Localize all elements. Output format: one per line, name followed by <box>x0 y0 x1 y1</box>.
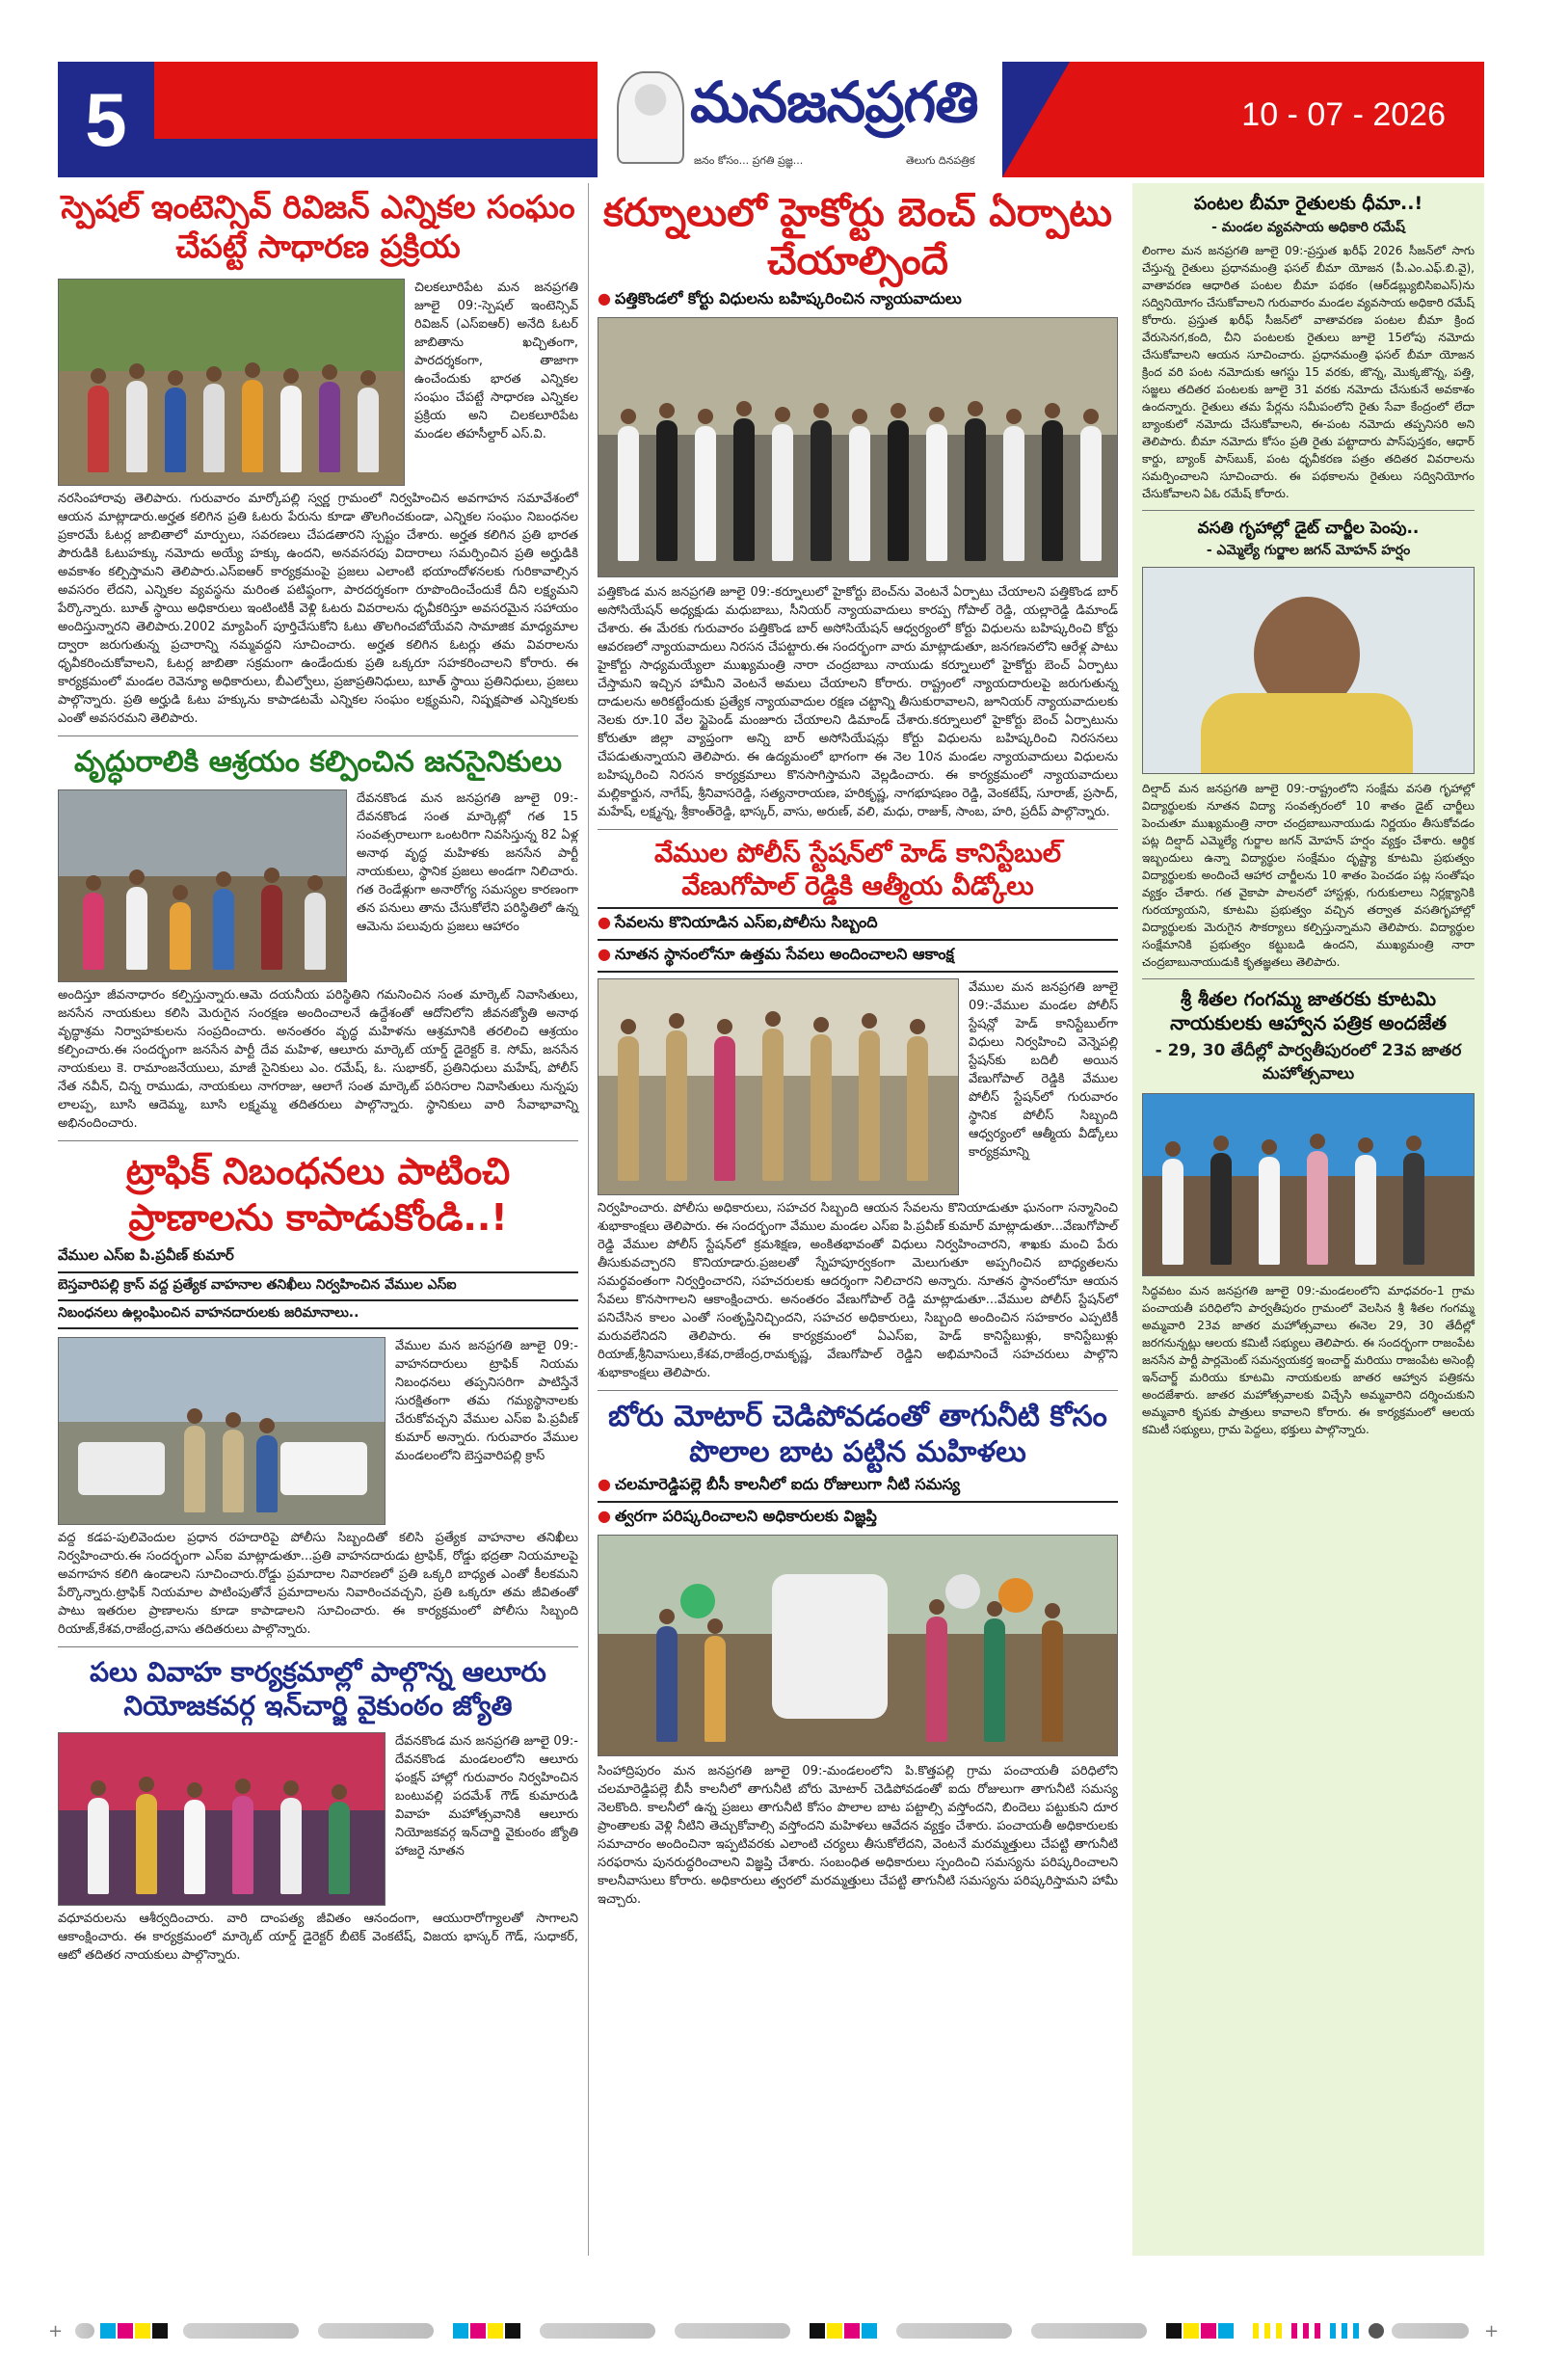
print-registration-marks <box>0 2313 1542 2352</box>
masthead-red-band-right <box>1002 62 1484 177</box>
bullet-text: సేవలను కొనియాడిన ఎస్ఐ,పోలీసు సిబ్బంది <box>614 912 878 931</box>
article-body: సింహాద్రిపురం మన జనప్రగతి జూలై 09:-మండలంలోని పి.కొత్తపల్లి గ్రామ పంచాయతీ పరిధిలోని చలమారెడ్డిపల్లె బీసీ కాలనీలో తాగునీటి బోరు మోటార్ చెడిపోవడంతో ఐదు రోజులుగా తాగునీటి సమస్య నెలకొంది. కాలనీలో ఉన్న ప్రజలు తాగునీటి కోసం పొలాల బాట పట్టాల్సి వస్తోందని, బిందెలు పట్టుకుని దూర ప్రాంతాలకు వెళ్లి నీటిని తెచ్చుకోవాల్సి వస్తోందని మహిళలు ఆవేదన వ్యక్తం చేశారు. పంచాయతీ అధికారులకు సమాచారం అందించినా ఇప్పటివరకు ఎలాంటి చర్యలు తీసుకోలేదని, వెంటనే మరమ్మత్తులు చేపట్టి తాగునీటి సరఫరాను పునరుద్ధరించాలని విజ్ఞప్తి చేశారు. సంబంధిత అధికారులు స్పందించి సమస్యను పరిష్కరించాలని కాలనీవాసులు కోరారు. అధికారులు త్వరలో మరమ్మత్తులు చేపట్టి తాగునీటి సమస్యను పరిష్కరిస్తామని హామీ ఇచ్చారు. <box>598 1763 1118 1907</box>
article-body: అందిస్తూ జీవనాధారం కల్పిస్తున్నారు.ఆమె దయనీయ పరిస్థితిని గమనించిన సంత మార్కెట్ నివాసితులు, జనసేన నాయకులు కలిసి మెరుగైన సంరక్షణ అందించాలనే ఉద్దేశంతో ఆదోనిలోని జీవనజ్యోతి అనాథ వృద్ధాశ్రమ నిర్వాహకులను సంప్రదించారు. అనంతరం వృద్ధ మహిళను ఆశ్రమానికి తరలించి ఆశ్రయం కల్పించారు.ఈ సందర్భంగా జనసేన పార్టీ దేవ మహిళ, ఆలూరు మార్కెట్ యార్డ్ డైరెక్టర్ కె. సోమ్, జనసేన నాయకులు కె. రామాంజనేయులు, మాజీ సైనికులు ఎం. రమేష్, ఓ. సుభాకర్, ప్రతినిధులు మహేష్, పోలీస్ నేత నవీన్, చిన్న రాముడు, నాయకులు నాగరాజు, ఆలాగే సంత మార్కెట్ పరిసరాల నివాసితులు నున్నపు లాలప్ప, బూసి ఆదెమ్మ, బూసి లక్ష్మమ్మ తదితరులు పాల్గొన్నారు. స్థానికులు వారి సేవాభావాన్ని అభినందించారు. <box>58 988 578 1131</box>
newspaper-tagline: జనం కోసం... ప్రగతి ప్రజ్ఞ... <box>694 154 804 167</box>
article-headline: వేముల పోలీస్ స్టేషన్‌లో హెడ్ కానిస్టేబుల్ వేణుగోపాల్ రెడ్డికి ఆత్మీయ వీడ్కోలు <box>653 839 1062 901</box>
article-headline: పంటల బీమా రైతులకు ధీమా..! <box>1193 193 1423 214</box>
bullet-dot-icon: ● <box>598 944 611 963</box>
article-body-intro: దేవనకొండ మన జనప్రగతి జూలై 09:-దేవనకొండ మండలంలోని ఆలూరు ఫంక్షన్ హాల్లో గురువారం నిర్వహించిన బంటువల్లి పదమేశ్ గౌడ్ కుమారుడి వివాహ మహోత్సవానికి ఆలూరు నియోజకవర్గ ఇన్‌చార్జి వైకుంఠం జ్యోతి హాజరై నూతన <box>395 1734 578 1859</box>
article-headline: బోరు మోటార్ చెడిపోవడంతో తాగునీటి కోసం పొలాల బాట పట్టిన మహిళలు <box>608 1399 1107 1469</box>
masthead-logo <box>598 62 1002 177</box>
crosshair-icon: + <box>48 2321 64 2341</box>
article-body-intro: వేముల మన జనప్రగతి జూలై 09:-వేముల మండల పోలీస్ స్టేషన్లో హెడ్ కానిస్టేబుల్‌గా విధులు నిర్వహించి వెన్నెపల్లి స్టేషన్‌కు బదిలీ అయిన వేణుగోపాల్ రెడ్డికి వేముల పోలీస్ స్టేషన్‌లో గురువారం స్థానిక పోలీస్ సిబ్బంది ఆధ్వర్యంలో ఆత్మీయ వీడ్కోలు కార్యక్రమాన్ని <box>969 979 1118 1160</box>
article-bullet <box>598 1475 1118 1497</box>
right-column <box>1132 183 1484 2256</box>
article-headline: వసతి గృహాల్లో డైట్ చార్జీల పెంపు.. <box>1197 518 1420 538</box>
article-body: సిద్ధవటం మన జనప్రగతి జూలై 09:-మండలంలోని మాధవరం-1 గ్రామ పంచాయతీ పరిధిలోని పార్వతీపురం గ్రామంలో వెలసిన శ్రీ శీతల గంగమ్మ అమ్మవారి 23వ జాతర మహోత్సవాలు ఈనెల 29, 30 తేదీల్లో జరగనున్నట్లు ఆలయ కమిటీ సభ్యులు తెలిపారు. ఈ సందర్భంగా రాజంపేట జనసేన పార్టీ పార్లమెంట్ సమన్వయకర్త ఇంచార్జ్ మరియు రాజంపేట అసెంబ్లీ ఇన్‌చార్జ్ మరియు కూటమి నాయకులకు జాతర ఆహ్వాన పత్రికను అందజేశారు. జాతర మహోత్సవాలకు విచ్చేసి అమ్మవారిని దర్శించుకుని అమ్మవారి కృపకు పాత్రులు కావాలని కోరారు. ఈ కార్యక్రమంలో ఆలయ కమిటీ సభ్యులు, గ్రామ పెద్దలు, భక్తులు పాల్గొన్నారు. <box>1142 1284 1475 1436</box>
article-headline: ట్రాఫిక్ నిబంధనలు పాటించి ప్రాణాలను కాపాడుకోండి..! <box>125 1150 511 1239</box>
article-body: నిర్వహించారు. పోలీసు అధికారులు, సహచర సిబ్బంది ఆయన సేవలను కొనియాడుతూ ఘనంగా సన్మానించి శుభాకాంక్షలు తెలిపారు. ఈ సందర్భంగా వేముల మండల ఎస్ఐ పి.ప్రవీణ్ కుమార్ మాట్లాడుతూ...వేణుగోపాల్ రెడ్డి వేముల పోలీస్ స్టేషన్‌లో క్రమశిక్షణ, అంకితభావంతో విధులు నిర్వహించారని, శాఖకు మంచి పేరు తీసుకువచ్చారని కొనియాడారు.ప్రజలతో స్నేహపూర్వకంగా మెలుగుతూ అప్పగించిన బాధ్యతలను సమర్థవంతంగా నిర్వర్తించారని, సహచరులకు ఆదర్శంగా నిలిచారని అన్నారు. నూతన స్థానంలోనూ ఆయన సేవలు కొనసాగాలని ఆకాంక్షించారు. అనంతరం వేణుగోపాల్ రెడ్డి మాట్లాడుతూ...వేముల పోలీస్ స్టేషన్‌లో పనిచేసిన కాలం ఎంతో సంతృప్తినిచ్చిందని, సహచర అధికారులు, సిబ్బంది అందించిన సహకారం ఎప్పటికీ మరువలేనిదని తెలిపారు. ఈ కార్యక్రమంలో ఏఎస్ఐ, హెడ్ కానిస్టేబుళ్లు, కానిస్టేబుళ్లు రియాజ్,శ్రీనివాసులు,కేశవ,రాజేంద్ర,రామకృష్ణ, వేణుగోపాల్ రెడ్డిని అభిమానించే సహచరులు పాల్గొని శుభాకాంక్షలు తెలిపారు. <box>598 1200 1118 1380</box>
crosshair-icon: + <box>1484 2321 1500 2341</box>
article-subhead: బెస్తవారిపల్లి క్రాస్ వద్ద ప్రత్యేక వాహనాల తనిఖీలు నిర్వహించిన వేముల ఎస్ఐ <box>58 1277 457 1293</box>
article-elderly-shelter <box>58 744 578 1134</box>
masthead <box>58 62 1484 177</box>
article-photo <box>58 1337 386 1525</box>
article-high-court-bench <box>598 189 1118 821</box>
article-body: లింగాల మన జనప్రగతి జూలై 09:-ప్రస్తుత ఖరీఫ్ 2026 సీజన్‌లో సాగు చేస్తున్న రైతులు ప్రధానమంత్రి ఫసల్ బీమా యోజన (పీ.ఎం.ఎఫ్.బి.వై), వాతావరణ ఆధారిత పంటల బీమా పథకం (ఆర్‌డబ్ల్యుబిసిఐఎస్)ను సద్వినియోగం చేసుకోవాలని గురువారం మండల వ్యవసాయ అధికారి రమేష్ కోరారు. ప్రస్తుత ఖరీఫ్ సీజన్‌లో వాతావరణ పంటల బీమా క్రింద వేరుసెనగ,కంది, చీని పంటలకు రైతులు జూలై 15లోపు నమోదు చేసుకోవాలని ఆయన సూచించారు. ప్రధానమంత్రి ఫసల్ బీమా యోజన క్రింద వరి పంట నమోదుకు ఆగస్టు 15 వరకు, జొన్న, మొక్కజొన్న, పత్తి, సజ్జలు తదితర పంటలకు జూలై 31 వరకు నమోదు చేసుకునే అవకాశం ఉందన్నారు. రైతులు తమ పేర్లను సమీపంలోని రైతు సేవా కేంద్రంలో లేదా బ్యాంకులో నమోదు చేసుకోవాలని, ఈ-పంట నమోదు తప్పనిసరి అని తెలిపారు. బీమా నమోదు కోసం ప్రతి రైతు పట్టాదారు పాస్‌పుస్తకం, ఆధార్ కార్డు, బ్యాంక్ పాస్‌బుక్, పంట ధృవీకరణ పత్రం తదితర వివరాలను సమర్పించాలని సూచించారు. ఈ పథకాలను రైతులు సద్వినియోగం చేసుకోవాలని ఏఓ రమేష్ కోరారు. <box>1142 243 1475 500</box>
article-headline: కర్నూలులో హైకోర్టు బెంచ్ ఏర్పాటు చేయాల్సిందే <box>603 191 1112 283</box>
bullet-dot-icon: ● <box>598 1474 611 1493</box>
article-body: వద్ద కడప-పులివెందుల ప్రధాన రహదారిపై పోలీసు సిబ్బందితో కలిసి ప్రత్యేక వాహనాల తనిఖీలు నిర్వహించారు.ఈ సందర్భంగా ఎస్ఐ మాట్లాడుతూ...ప్రతి వాహనదారుడు ట్రాఫిక్, రోడ్డు భద్రతా నియమాలపై అవగాహన కలిగి ఉండాలని సూచించారు.రోడ్డు ప్రమాదాల నివారణలో ప్రతి ఒక్కరి బాధ్యత ఎంతో కీలకమని పేర్కొన్నారు.ట్రాఫిక్ నియమాల పాటింపుతోనే ప్రమాదాలను నివారించవచ్చని, ప్రతి ఒక్కరూ తమ జీవితంతో పాటు ఇతరుల ప్రాణాలను కూడా కాపాడాలని సూచించారు. ఈ కార్యక్రమంలో పోలీసు సిబ్బంది రియాజ్,కేశవ,రాజేంద్ర,వాసు తదితరులు పాల్గొన్నారు. <box>58 1531 578 1637</box>
newspaper-title: మనజనప్రగతి <box>690 69 978 135</box>
newspaper-language-tag: తెలుగు దినపత్రిక <box>906 154 975 167</box>
bullet-dot-icon: ● <box>598 912 611 931</box>
article-body: పత్తికొండ మన జనప్రగతి జూలై 09:-కర్నూలులో హైకోర్టు బెంచ్‌ను వెంటనే ఏర్పాటు చేయాలని పత్తికొండ బార్ అసోసియేషన్ అధ్యక్షుడు మధుబాబు, సీనియర్ న్యాయవాదులు కారప్ప గోపాల్ రెడ్డి, యల్లారెడ్డి డిమాండ్ చేశారు. ఈ మేరకు గురువారం పత్తికొండ బార్ అసోసియేషన్ ఆధ్వర్యంలో కోర్టు విధులను బహిష్కరించి కోర్టు ఆవరణలో న్యాయవాదులు నిరసన చేపట్టారు.ఈ సందర్భంగా వారు మాట్లాడుతూ, జనగణనలోని ఆరేళ్ల పాటు హైకోర్టు సాధ్యమయ్యేలా ముఖ్యమంత్రి నారా చంద్రబాబు నాయుడు కర్నూలులో హైకోర్టు బెంచ్ ఏర్పాటు చేస్తామని ఇచ్చిన హామీని వెంటనే అమలు చేయాలని కోరారు. రాష్ట్రంలో న్యాయదారులపై జరుగుతున్న దాడులను అరికట్టేందుకు ప్రత్యేక న్యాయవాదుల రక్షణ చట్టాన్ని తీసుకురావాలని, జూనియర్ న్యాయవాదులకు నెలకు రూ.10 వేల స్టైపెండ్ మంజూరు చేయాలని డిమాండ్ చేశారు.కర్నూలులో హైకోర్టు బెంచ్ ఏర్పాటును కోరుతూ జిల్లా వ్యాప్తంగా అన్ని బార్ అసోసియేషన్లు కోర్టు విధులను బహిష్కరించి నిరసనలు చేపడుతున్నాయని తెలిపారు. ఈ ఉద్యమంలో భాగంగా ఈ నెల 10న మండల న్యాయవాదులు విధులను బహిష్కరించి నిరసన కార్యక్రమాలు కొనసాగిస్తామని వెల్లడించారు. ఈ కార్యక్రమంలో న్యాయవాదులు మల్లికార్జున, నాగేష్, శ్రీనివాసరెడ్డి, సత్యనారాయణ, హరికృష్ణ, నాగభూషణం రెడ్డి, వెంకటేష్, సూరాజ్, ప్రసాద్, మహేష్, లక్ష్మన్న, శ్రీకాంత్‌రెడ్డి, భాస్కర్, వాసు, అరుణ్, వలి, మధు, రాజుక్, సాంబ, హరి, ప్రదీప్ పాల్గొన్నారు. <box>598 585 1118 819</box>
article-photo <box>58 789 347 982</box>
article-byline: - ఎమ్మెల్యే గుర్జాల జగన్ మోహన్ హర్షం <box>1206 543 1411 558</box>
article-jatara-invitation <box>1142 987 1475 1438</box>
article-body: నరసింహారావు తెలిపారు. గురువారం మార్కోపల్లి స్వర్ణ గ్రామంలో నిర్వహించిన అవగాహన సమావేశంలో ఆయన మాట్లాడారు.అర్హత కలిగిన ప్రతి ఓటరు పేరును కూడా తొలగించకుండా, ఎన్నికల సంఘం నిబంధనల ప్రకారమే ఓటర్ల జాబితాలో మార్పులు, సవరణలు చేపడతారని స్పష్టం చేశారు. అర్హత కలిగిన ప్రతి భారత పౌరుడికి ఓటుహక్కు నమోదు అయ్యే హక్కు ఉందని, అనవసరపు విదారాలు సమర్పించిన ప్రతి అర్హుడికి అవకాశం కల్పిస్తామని తెలిపారు.ఎస్ఐఆర్ కార్యక్రమంపై ప్రజలు ఎలాంటి భయాందోళనలకు గురికావాల్సిన అవసరం లేదని, ఎన్నికల వ్యవస్థను మరింత పటిష్ఠంగా, పారదర్శకంగా రూపొందించేందుకే దీని లక్ష్యమని పేర్కొన్నారు. బూత్ స్థాయి అధికారులు ఇంటింటికీ వెళ్లి ఓటరు వివరాలను ధృవీకరిస్తూ అవసరమైన సహాయం అందిస్తున్నారని తెలిపారు.2002 మ్యాపింగ్ పూర్తిచేసుకోని ఓటు తొలగించబోయేవని సామాజిక మాధ్యమాల ద్వారా జరుగుతున్న ప్రచారాన్ని నమ్మవద్దని సూచించారు. అర్హత కలిగిన ఓటర్లు తమ వివరాలను ధృవీకరించుకోవాలని, ఓటర్ల జాబితా సక్రమంగా ఉండేందుకు ప్రతి ఒక్కరూ సహకరించాలని కోరారు. ఈ కార్యక్రమంలో మండల రెవెన్యూ అధికారులు, బీఎల్వోలు, ప్రజాప్రతినిధులు, బూత్ స్థాయి ప్రతినిధులు, ప్రజలు పాల్గొన్నారు. ప్రతి అర్హుడి ఓటు హక్కును కాపాడటమే ఎన్నికల సంఘం లక్ష్యమని, నిష్పక్షపాత ఎన్నికలకు ఎంతో అవసరమని తెలిపారు. <box>58 491 578 726</box>
mla-portrait-photo <box>1142 567 1475 774</box>
bullet-dot-icon: ● <box>598 1506 611 1525</box>
article-body-intro: దేవనకొండ మన జనప్రగతి జూలై 09:-దేవనకొండ సంత మార్కెట్లో గత 15 సంవత్సరాలుగా ఒంటరిగా నివసిస్తున్న 82 ఏళ్ల అనాథ వృద్ధ మహిళకు జనసేన పార్టీ నాయకులు, స్థానిక ప్రజలు అండగా నిలిచారు. గత రెండేళ్లుగా అనారోగ్య సమస్యల కారణంగా తన పనులు తాను చేసుకోలేని పరిస్థితిలో ఉన్న ఆమెను పలువురు ప్రజలు ఆహారం <box>357 791 578 934</box>
bullet-text: త్వరగా పరిష్కరించాలని అధికారులకు విజ్ఞప్తి <box>614 1506 877 1525</box>
article-drinking-water <box>598 1399 1118 1909</box>
article-body-intro: వేముల మన జనప్రగతి జూలై 09:-వాహనదారులు ట్రాఫిక్ నియమ నిబంధనలు తప్పనిసరిగా పాటిస్తేనే సురక్షితంగా తమ గమ్యస్థానాలకు చేరుకోవచ్చని వేముల ఎస్ఐ పి.ప్రవీణ్ కుమార్ అన్నారు. గురువారం వేముల మండలంలోని బెస్తవారిపల్లి క్రాస్ <box>395 1339 578 1463</box>
article-photo <box>598 317 1118 577</box>
article-crop-insurance <box>1142 193 1475 502</box>
article-headline: స్పెషల్ ఇంటెన్సివ్ రివిజన్ ఎన్నికల సంఘం చేపట్టే సాధారణ ప్రక్రియ <box>61 188 575 266</box>
article-photo <box>598 978 959 1195</box>
article-bullet <box>598 289 1118 311</box>
article-photo <box>58 279 405 486</box>
article-byline: వేముల ఎస్ఐ పి.ప్రవీణ్ కుమార్ <box>58 1246 234 1264</box>
article-byline: - మండల వ్యవసాయ అధికారి రమేష్ <box>1211 219 1405 235</box>
article-body: వధూవరులను ఆశీర్వదించారు. వారి దాంపత్య జీవితం ఆనందంగా, ఆయురారోగ్యాలతో సాగాలని ఆకాంక్షించారు. ఈ కార్యక్రమంలో మార్కెట్ యార్డ్ డైరెక్టర్ బీటెక్ వెంకటేష్, విజయ భాస్కర్ గౌడ్, సుధాకర్, ఆటో తదితర నాయకులు పాల్గొన్నారు. <box>58 1912 578 1963</box>
article-sir-revision <box>58 187 578 728</box>
article-subhead: - 29, 30 తేదీల్లో పార్వతీపురంలో 23వ జాతర మహోత్సవాలు <box>1155 1041 1462 1083</box>
article-traffic-rules <box>58 1149 578 1639</box>
page-number: 5 <box>58 62 154 177</box>
bullet-text: పత్తికొండలో కోర్టు విధులను బహిష్కరించిన న్యాయవాదులు <box>614 289 962 308</box>
article-wedding-events <box>58 1655 578 1965</box>
article-photo <box>1142 1093 1475 1276</box>
article-bullet <box>598 945 1118 967</box>
issue-date: 10 - 07 - 2026 <box>1241 96 1446 133</box>
article-photo <box>58 1732 386 1906</box>
article-photo <box>598 1535 1118 1756</box>
article-subhead: నిబంధనలు ఉల్లంఘించిన వాహనదారులకు జరిమానాలు.. <box>58 1305 359 1321</box>
article-headline: వృద్ధురాలికి ఆశ్రయం కల్పించిన జనసైనికులు <box>73 744 563 779</box>
bullet-dot-icon: ● <box>598 289 611 308</box>
article-bullet <box>598 913 1118 935</box>
column-rule <box>588 183 589 2256</box>
article-bullet <box>598 1507 1118 1529</box>
article-diet-charges <box>1142 519 1475 971</box>
masthead-blue-stripe <box>154 139 655 177</box>
article-body-intro: చిలకలూరిపేట మన జనప్రగతి జూలై 09:-స్పెషల్ ఇంటెన్సివ్ రివిజన్ (ఎస్ఐఆర్) అనేది ఓటర్ జాబితాను ఖచ్చితంగా, పారదర్శకంగా, తాజాగా ఉంచేందుకు భారత ఎన్నికల సంఘం చేపట్టే సాధారణ ఎన్నికల ప్రక్రియ అని చిలకలూరిపేట మండల తహసీల్దార్ ఎస్.వి. <box>414 280 578 441</box>
left-column <box>58 183 578 1965</box>
bullet-text: చలమారెడ్డిపల్లె బీసీ కాలనీలో ఐదు రోజులుగా నీటి సమస్య <box>614 1474 961 1493</box>
article-headline: పలు వివాహ కార్యక్రమాల్లో పాల్గొన్న ఆలూరు నియోజకవర్గ ఇన్‌చార్జి వైకుంఠం జ్యోతి <box>90 1656 546 1722</box>
article-headline: శ్రీ శీతల గంగమ్మ జాతరకు కూటమి నాయకులకు ఆహ్వాన పత్రిక అందజేత <box>1170 987 1447 1034</box>
article-police-farewell <box>598 838 1118 1382</box>
bullet-text: నూతన స్థానంలోనూ ఉత్తమ సేవలు అందించాలని ఆకాంక్ష <box>614 944 954 963</box>
middle-column <box>598 183 1118 1909</box>
article-body: దిల్షాద్ మన జనప్రగతి జూలై 09:-రాష్ట్రంలోని సంక్షేమ వసతి గృహాల్లో విద్యార్థులకు నూతన విద్యా సంవత్సరంలో 10 శాతం డైట్ చార్జీలు పెంచుతూ ముఖ్యమంత్రి నారా చంద్రబాబునాయుడు నిర్ణయం తీసుకోవడం పట్ల దిల్షాద్ ఎమ్మెల్యే గుర్జాల జగన్ మోహన్ హర్షం వ్యక్తం చేశారు. ఆర్థిక ఇబ్బందులు ఉన్నా విద్యార్థుల సంక్షేమం దృష్ట్యా కూటమి ప్రభుత్వం విద్యార్థులకు అందించే ఆహార చార్జీలను 10 శాతం పెంచడం పట్ల సంతోషం వ్యక్తం చేశారు. గత వైకాపా పాలనలో హాస్టళ్లు, గురుకులాలు నిర్లక్ష్యానికి గురయ్యాయని, కూటమి ప్రభుత్వం వచ్చిన తర్వాత వసతిగృహాల్లో విద్యార్థులకు మెరుగైన సౌకర్యాలు కల్పిస్తున్నామని తెలిపారు. విద్యార్థుల సంక్షేమానికి ప్రభుత్వం కట్టుబడి ఉందని, ముఖ్యమంత్రి నారా చంద్రబాబునాయుడుకి కృతజ్ఞతలు తెలిపారు. <box>1142 782 1475 969</box>
portrait-emblem-icon <box>617 71 684 164</box>
